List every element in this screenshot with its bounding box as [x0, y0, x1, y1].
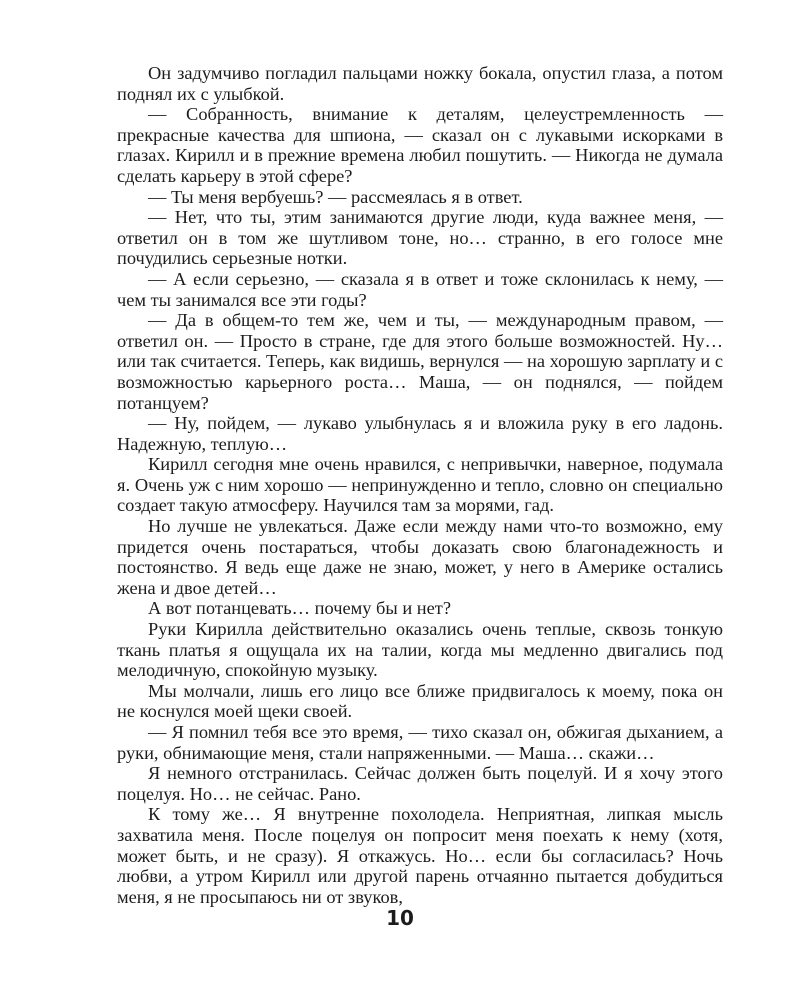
- paragraph: — Ты меня вербуешь? — рассмеялась я в ответ.: [148, 186, 523, 207]
- page-number: 10: [386, 906, 414, 930]
- body-text: [117, 63, 723, 907]
- paragraph: Руки Кирилла действительно оказались очень теплые, сквозь тонкую ткань платья я ощущала их на талии, когда мы медленно двигались под мелодичную, спокойную музыку.: [117, 619, 723, 681]
- paragraph: — Нет, что ты, этим занимаются другие люди, куда важнее меня, — ответил он в том же шутливом тоне, но… странно, в его голосе мне почудились серьезные нотки.: [117, 207, 723, 269]
- paragraph: Но лучше не увлекаться. Даже если между нами что-то возможно, ему придется очень постараться, чтобы доказать свою благонадежность и постоянство. Я ведь еще даже не знаю, может, у него в Америке остались жена и двое детей…: [117, 516, 723, 598]
- paragraph: — Собранность, внимание к деталям, целеустремленность — прекрасные качества для шпиона, — сказал он с лукавыми искорками в глазах. Кирилл и в прежние времена любил пошутить. — Никогда не думала сделать карьеру в этой сфере?: [117, 104, 723, 186]
- paragraph: К тому же… Я внутренне похолодела. Неприятная, липкая мысль захватила меня. После поцелуя он попросит меня поехать к нему (хотя, может быть, и не сразу). Я откажусь. Но… если бы согласилась? Ночь любви, а утром Кирилл или другой парень отчаянно пытается добудиться меня, я не просыпаюсь ни от звуков,: [117, 804, 723, 907]
- paragraph: Я немного отстранилась. Сейчас должен быть поцелуй. И я хочу этого поцелуя. Но… не сейчас. Рано.: [117, 763, 723, 804]
- paragraph: — Да в общем-то тем же, чем и ты, — международным правом, — ответил он. — Просто в стране, где для этого больше возможностей. Ну… или так считается. Теперь, как видишь, вернулся — на хорошую зарплату и с возможностью карьерного роста… Маша, — он поднялся, — пойдем потанцуем?: [117, 310, 723, 413]
- book-page: [117, 63, 723, 963]
- paragraph: — Я помнил тебя все это время, — тихо сказал он, обжигая дыханием, а руки, обнимающие меня, стали напряженными. — Маша… скажи…: [117, 722, 723, 763]
- paragraph: — Ну, пойдем, — лукаво улыбнулась я и вложила руку в его ладонь. Надежную, теплую…: [117, 413, 723, 454]
- paragraph: Мы молчали, лишь его лицо все ближе придвигалось к моему, пока он не коснулся моей щеки своей.: [117, 680, 723, 722]
- paragraph: Кирилл сегодня мне очень нравился, с непривычки, наверное, подумала я. Очень уж с ним хорошо — непринужденно и тепло, словно он специально создает такую атмосферу. Научился там за морями, гад.: [117, 454, 723, 516]
- paragraph: А вот потанцевать… почему бы и нет?: [148, 598, 451, 619]
- paragraph: Он задумчиво погладил пальцами ножку бокала, опустил глаза, а потом поднял их с улыбкой.: [117, 63, 723, 104]
- paragraph: — А если серьезно, — сказала я в ответ и тоже склонилась к нему, — чем ты занимался все эти годы?: [117, 268, 723, 310]
